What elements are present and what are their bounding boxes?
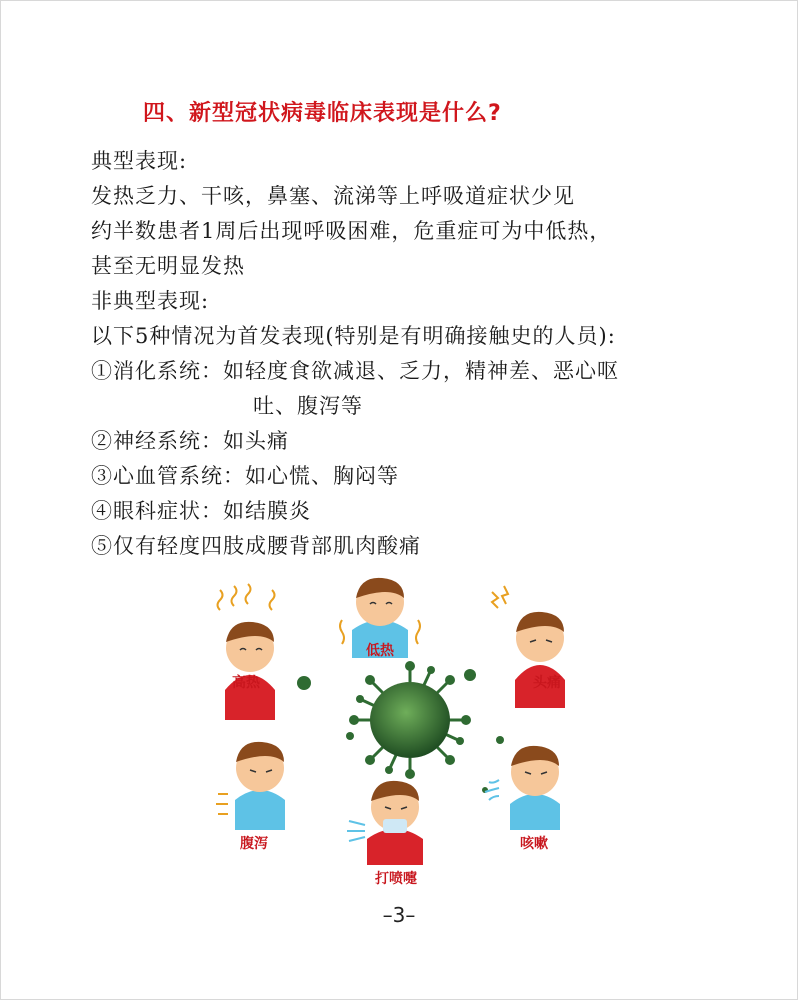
virus-icon	[349, 661, 471, 779]
text-line: 发热乏力、干咳，鼻塞、流涕等上呼吸道症状少见	[91, 184, 575, 208]
text-line: ①消化系统：如轻度食欲减退、乏力，精神差、恶心呕	[91, 359, 619, 383]
body-text	[91, 144, 731, 564]
symptoms-illustration	[200, 560, 620, 890]
text-line: 典型表现:	[91, 149, 188, 173]
text-line: 以下5种情况为首发表现(特别是有明确接触史的人员):	[91, 324, 616, 348]
section-heading: 四、新型冠状病毒临床表现是什么?	[143, 101, 502, 126]
symptom-label-low-fever: 低热	[366, 643, 394, 659]
figure-cough	[485, 746, 560, 830]
text-line: ④眼科症状：如结膜炎	[91, 499, 311, 523]
figure-diarrhea	[216, 742, 285, 830]
text-line: ⑤仅有轻度四肢成腰背部肌肉酸痛	[91, 534, 421, 558]
symptom-label-diarrhea: 腹泻	[240, 836, 268, 852]
text-line: ②神经系统：如头痛	[91, 429, 289, 453]
text-line: 约半数患者1周后出现呼吸困难，危重症可为中低热，	[91, 219, 612, 243]
symptom-label-high-fever: 高热	[232, 675, 260, 691]
symptom-label-sneezing: 打喷嚏	[375, 871, 417, 887]
text-line: 吐、腹泻等	[253, 394, 363, 418]
text-line: 甚至无明显发热	[91, 254, 245, 278]
text-line: ③心血管系统：如心慌、胸闷等	[91, 464, 399, 488]
page-number: –3–	[382, 903, 416, 927]
text-line: 非典型表现:	[91, 289, 210, 313]
symptom-label-headache: 头痛	[533, 675, 561, 691]
symptom-label-cough: 咳嗽	[520, 836, 548, 852]
figure-sneezing	[347, 781, 423, 865]
figure-high-fever	[218, 584, 276, 720]
